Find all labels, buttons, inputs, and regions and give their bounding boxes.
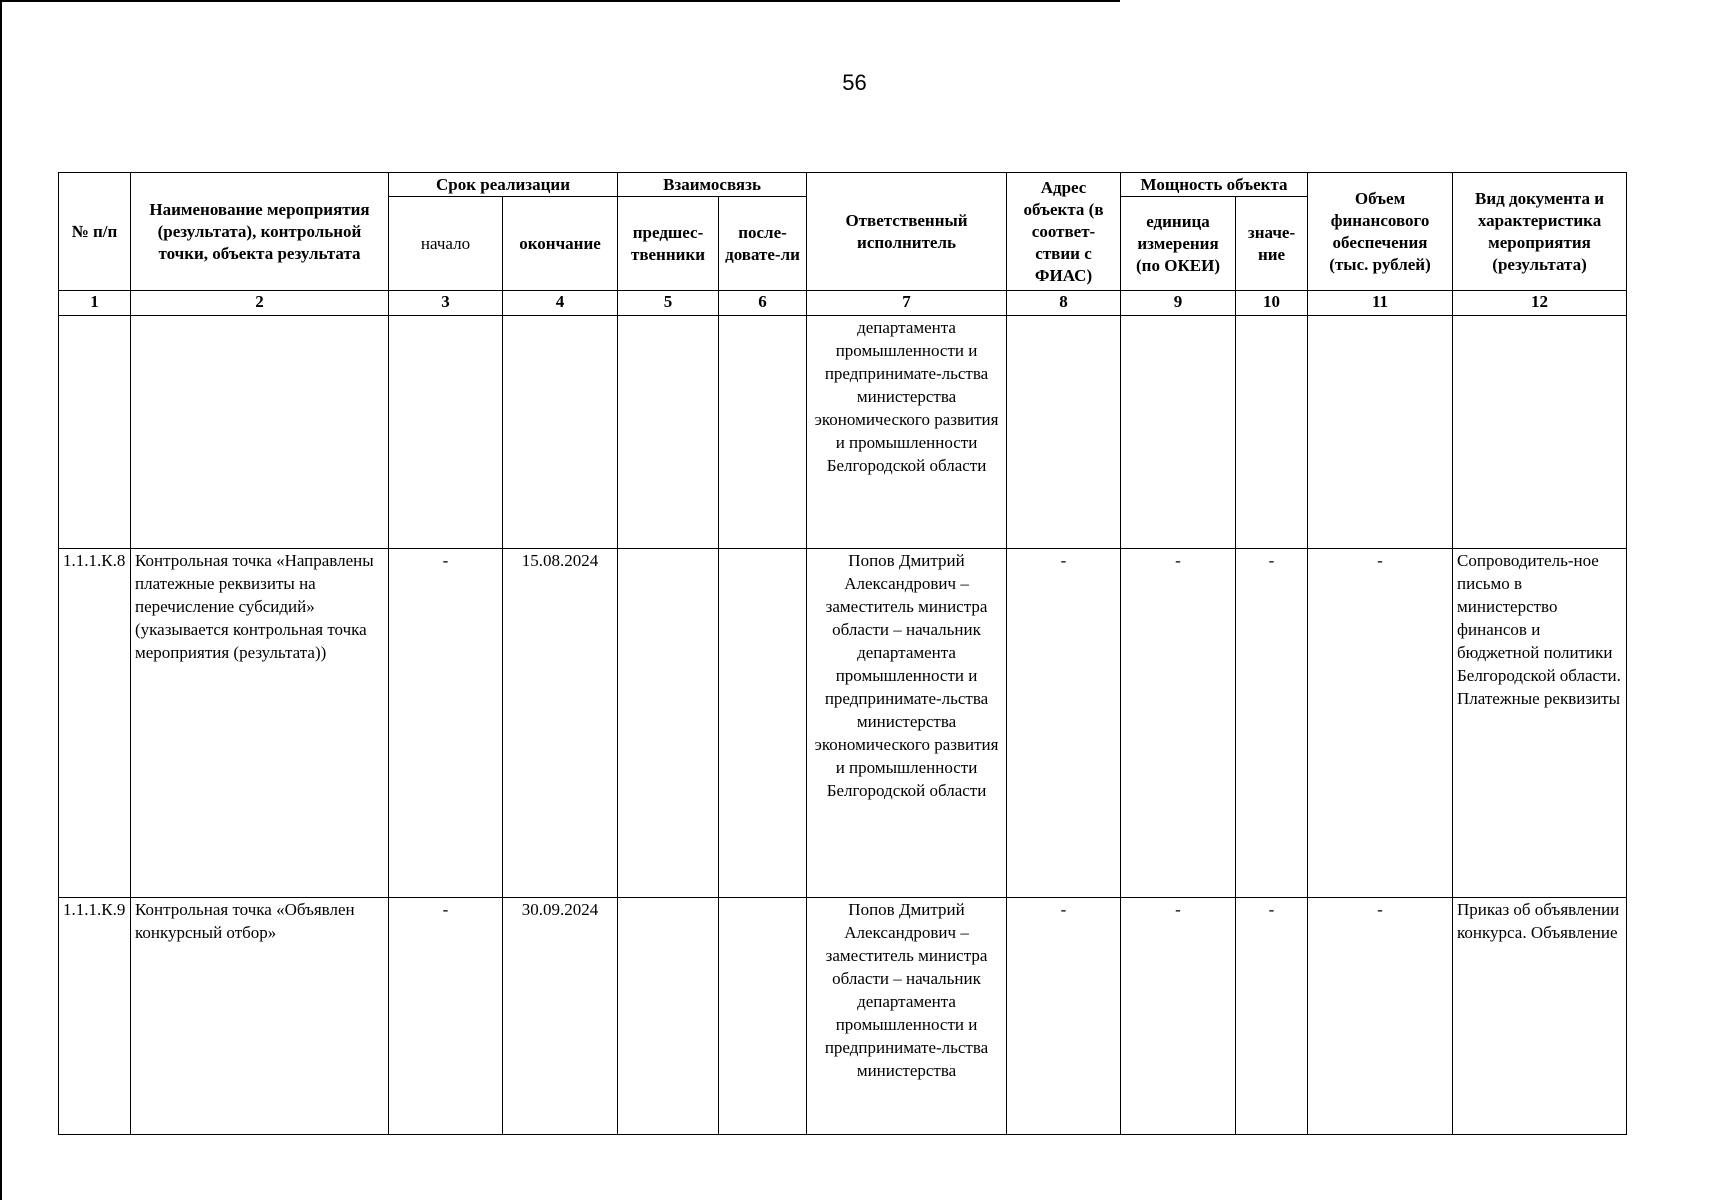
row-responsible: Попов Дмитрий Александрович – заместитель министра области – начальник департамента промышленности и предпринимате-льства министерства [807, 898, 1007, 1135]
row-finance: - [1308, 549, 1453, 898]
row-predecessors [618, 316, 719, 549]
row-unit [1121, 316, 1236, 549]
row-start: - [389, 898, 503, 1135]
row-end: 15.08.2024 [503, 549, 618, 898]
page-number: 56 [842, 70, 867, 95]
header-finance: Объем финансового обеспечения (тыс. рублей) [1308, 173, 1453, 291]
row-responsible: Попов Дмитрий Александрович – заместитель министра области – начальник департамента промышленности и предпринимате-льства министерства экономического развития и промышленности Белгородской области [807, 549, 1007, 898]
row-predecessors [618, 549, 719, 898]
column-number: 6 [719, 291, 807, 316]
row-unit: - [1121, 549, 1236, 898]
row-unit: - [1121, 898, 1236, 1135]
header-unit: единица измерения (по ОКЕИ) [1121, 197, 1236, 291]
header-predecessors: предшес-твенники [618, 197, 719, 291]
column-number: 9 [1121, 291, 1236, 316]
row-id [59, 316, 131, 549]
header-number: № п/п [59, 173, 131, 291]
row-successors [719, 898, 807, 1135]
column-number: 4 [503, 291, 618, 316]
table-row [59, 316, 1627, 549]
header-responsible: Ответственный исполнитель [807, 173, 1007, 291]
column-number: 2 [131, 291, 389, 316]
table-row [59, 549, 1627, 898]
row-name: Контрольная точка «Объявлен конкурсный отбор» [131, 898, 389, 1135]
header-name: Наименование мероприятия (результата), контрольной точки, объекта результата [131, 173, 389, 291]
column-number: 8 [1007, 291, 1121, 316]
row-document: Приказ об объявлении конкурса. Объявление [1453, 898, 1627, 1135]
row-document: Сопроводитель-ное письмо в министерство финансов и бюджетной политики Белгородской области. Платежные реквизиты [1453, 549, 1627, 898]
row-address [1007, 316, 1121, 549]
row-name [131, 316, 389, 549]
column-number: 7 [807, 291, 1007, 316]
header-capacity-group: Мощность объекта [1121, 173, 1308, 197]
row-responsible: департамента промышленности и предпринимате-льства министерства экономического развития и промышленности Белгородской области [807, 316, 1007, 549]
table-row [59, 898, 1627, 1135]
row-document [1453, 316, 1627, 549]
column-number: 5 [618, 291, 719, 316]
row-address: - [1007, 898, 1121, 1135]
row-id: 1.1.1.К.9 [59, 898, 131, 1135]
row-successors [719, 549, 807, 898]
header-row-1 [59, 173, 1627, 197]
header-value: значе-ние [1236, 197, 1308, 291]
header-term-group: Срок реализации [389, 173, 618, 197]
scan-edge-top [0, 0, 1120, 2]
row-value: - [1236, 898, 1308, 1135]
header-end: окончание [503, 197, 618, 291]
column-number: 10 [1236, 291, 1308, 316]
plan-table [58, 172, 1627, 1135]
row-value [1236, 316, 1308, 549]
column-number: 3 [389, 291, 503, 316]
column-number-row [59, 291, 1627, 316]
row-successors [719, 316, 807, 549]
header-successors: после-довате-ли [719, 197, 807, 291]
row-predecessors [618, 898, 719, 1135]
column-number: 11 [1308, 291, 1453, 316]
header-document: Вид документа и характеристика мероприятия (результата) [1453, 173, 1627, 291]
row-id: 1.1.1.К.8 [59, 549, 131, 898]
scan-edge-left [0, 0, 2, 1200]
row-start: - [389, 549, 503, 898]
row-value: - [1236, 549, 1308, 898]
header-address: Адрес объекта (в соответ-ствии с ФИАС) [1007, 173, 1121, 291]
column-number: 12 [1453, 291, 1627, 316]
row-finance [1308, 316, 1453, 549]
row-start [389, 316, 503, 549]
column-number: 1 [59, 291, 131, 316]
row-end: 30.09.2024 [503, 898, 618, 1135]
header-link-group: Взаимосвязь [618, 173, 807, 197]
row-address: - [1007, 549, 1121, 898]
row-end [503, 316, 618, 549]
row-finance: - [1308, 898, 1453, 1135]
header-start: начало [389, 197, 503, 291]
row-name: Контрольная точка «Направлены платежные реквизиты на перечисление субсидий» (указывается контрольная точка мероприятия (результата)) [131, 549, 389, 898]
